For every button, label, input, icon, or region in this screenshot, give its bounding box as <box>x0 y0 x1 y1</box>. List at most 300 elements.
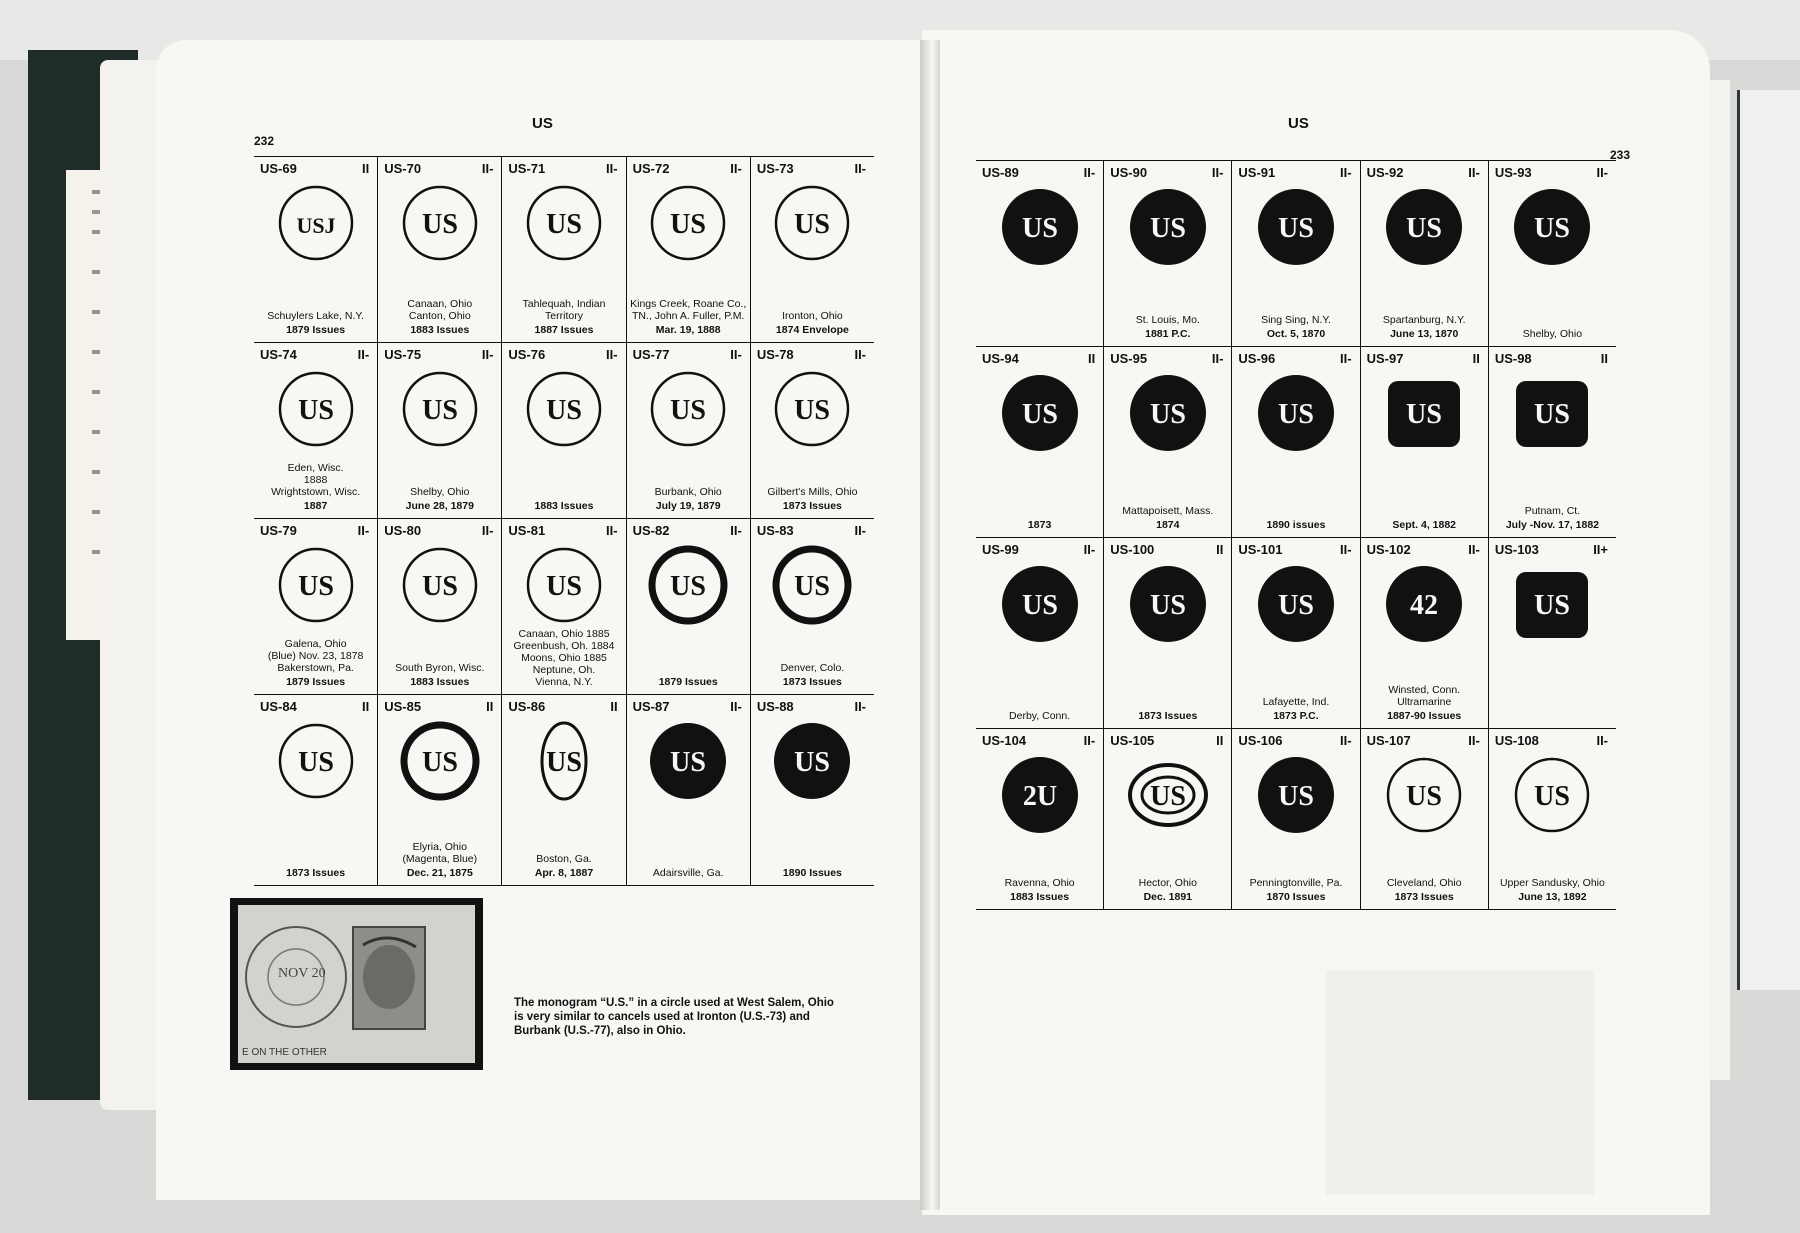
rarity-grade: II- <box>1083 733 1096 748</box>
svg-text:US: US <box>421 395 458 426</box>
svg-text:US: US <box>1534 399 1571 430</box>
caption-line: Adairsville, Ga. <box>652 867 724 879</box>
cancel-caption <box>254 638 377 688</box>
caption-line: Neptune, Oh. <box>532 664 596 676</box>
faint-shadow-box <box>1326 970 1594 1195</box>
cancel-entry <box>254 695 378 885</box>
cancel-date: 1879 Issues <box>286 324 346 336</box>
rarity-grade: II- <box>481 161 494 176</box>
svg-text:US: US <box>670 571 707 602</box>
us-monogram-cancel-icon <box>998 371 1082 460</box>
cancel-caption <box>254 865 377 879</box>
caption-line: Burbank, Ohio <box>654 486 722 498</box>
caption-line: Derby, Conn. <box>1009 710 1071 722</box>
cancel-entry <box>751 519 874 694</box>
cancel-entry <box>1104 538 1232 728</box>
cancel-row <box>254 157 874 343</box>
cancel-caption <box>1232 314 1359 340</box>
cancel-caption <box>378 841 501 879</box>
catalog-code: US-93 <box>1494 165 1532 180</box>
caption-line: Cleveland, Ohio <box>1386 877 1462 889</box>
svg-text:US: US <box>546 571 582 602</box>
rarity-grade: II- <box>606 523 618 538</box>
svg-text:US: US <box>297 395 334 426</box>
svg-text:US: US <box>1406 399 1443 430</box>
catalog-code: US-78 <box>756 347 794 362</box>
cancel-caption <box>254 310 377 336</box>
catalog-code: US-104 <box>982 733 1027 748</box>
us-monogram-cancel-icon <box>770 181 854 270</box>
svg-text:US: US <box>1149 590 1186 621</box>
caption-line: Bakerstown, Pa. <box>277 662 354 674</box>
us-monogram-cancel-icon <box>1510 562 1594 651</box>
svg-text:US: US <box>1534 213 1571 244</box>
us-monogram-cancel-icon <box>998 753 1082 842</box>
us-monogram-cancel-icon <box>274 543 358 632</box>
caption-line: Wrightstown, Wisc. <box>271 486 361 498</box>
rarity-grade: II- <box>1083 165 1096 180</box>
cancel-entry <box>502 343 626 518</box>
catalog-code: US-89 <box>982 165 1019 180</box>
cancel-date: 1874 <box>1156 519 1180 531</box>
cancel-caption <box>1361 684 1488 722</box>
cancel-caption <box>627 298 750 336</box>
catalog-code: US-90 <box>1110 165 1148 180</box>
us-monogram-cancel-icon <box>646 181 730 270</box>
caption-line: Vienna, N.Y. <box>535 676 593 688</box>
cancel-caption <box>1104 877 1231 903</box>
rarity-grade: II <box>1087 351 1096 366</box>
svg-text:US: US <box>297 571 334 602</box>
cancel-date: June 28, 1879 <box>405 500 474 512</box>
caption-line: Galena, Ohio <box>284 638 347 650</box>
rarity-grade: II- <box>730 161 742 176</box>
caption-line: Territory <box>545 310 583 322</box>
cancel-caption <box>378 298 501 336</box>
cancel-date: 1873 Issues <box>286 867 346 879</box>
us-monogram-cancel-icon <box>274 181 358 270</box>
cancel-caption <box>976 877 1103 903</box>
us-monogram-cancel-icon <box>1510 753 1594 842</box>
catalog-code: US-85 <box>384 699 422 714</box>
caption-line: Boston, Ga. <box>536 853 592 865</box>
svg-text:US: US <box>794 395 831 426</box>
running-head-left: US <box>532 115 553 132</box>
caption-line: Schuylers Lake, N.Y. <box>267 310 364 322</box>
cancel-caption <box>627 867 750 879</box>
cancel-date: 1874 Envelope <box>775 324 849 336</box>
cancel-caption <box>751 486 874 512</box>
cancel-caption <box>1104 505 1231 531</box>
cancel-entry <box>1361 538 1489 728</box>
cancel-caption <box>502 628 625 688</box>
cancel-date: Dec. 21, 1875 <box>406 867 473 879</box>
cancel-entry <box>1361 347 1489 537</box>
cancel-entry <box>1489 347 1616 537</box>
svg-text:US: US <box>670 395 707 426</box>
cancel-grid-left <box>254 156 874 886</box>
photo-caption: The monogram “U.S.” in a circle used at West Salem, Ohio is very similar to cancels used at Ironton (U.S.-73) and Burbank (U.S.-77), also in Ohio. <box>514 997 834 1037</box>
cancel-grid-right <box>976 160 1616 910</box>
us-monogram-cancel-icon <box>770 543 854 632</box>
cancel-date: 1873 Issues <box>782 676 842 688</box>
catalog-code: US-86 <box>508 699 546 714</box>
cancel-caption <box>976 710 1103 722</box>
svg-text:US: US <box>1021 399 1058 430</box>
us-monogram-cancel-icon <box>522 367 606 456</box>
caption-line: Eden, Wisc. <box>287 462 344 474</box>
us-monogram-cancel-icon <box>398 543 482 632</box>
catalog-code: US-106 <box>1238 733 1283 748</box>
catalog-code: US-91 <box>1238 165 1276 180</box>
catalog-code: US-81 <box>508 523 546 538</box>
cancel-entry <box>378 695 502 885</box>
svg-text:US: US <box>1021 213 1058 244</box>
cancel-date: July -Nov. 17, 1882 <box>1505 519 1599 531</box>
cancel-entry <box>502 157 626 342</box>
cancel-entry <box>751 343 874 518</box>
caption-line: Canton, Ohio <box>408 310 471 322</box>
rarity-grade: II <box>486 699 494 714</box>
cancel-date: 1873 Issues <box>782 500 842 512</box>
cancel-entry <box>627 157 751 342</box>
rarity-grade: II- <box>481 523 494 538</box>
cancel-caption <box>627 674 750 688</box>
caption-line: Canaan, Ohio 1885 <box>518 628 610 640</box>
svg-text:2U: 2U <box>1022 781 1057 812</box>
cancel-date: June 13, 1892 <box>1518 891 1587 903</box>
cancel-caption <box>751 310 874 336</box>
cancel-entry <box>976 347 1104 537</box>
caption-line: Ironton, Ohio <box>782 310 843 322</box>
cancel-caption <box>1104 314 1231 340</box>
cancel-caption <box>378 486 501 512</box>
us-monogram-cancel-icon <box>1126 562 1210 651</box>
cancel-date: 1873 P.C. <box>1273 710 1319 722</box>
cancel-caption <box>1232 696 1359 722</box>
rarity-grade: II- <box>1340 542 1352 557</box>
caption-line: South Byron, Wisc. <box>395 662 485 674</box>
cancel-date: Apr. 8, 1887 <box>534 867 594 879</box>
caption-line: Upper Sandusky, Ohio <box>1499 877 1605 889</box>
svg-text:US: US <box>794 747 831 778</box>
catalog-code: US-98 <box>1494 351 1532 366</box>
caption-line: Canaan, Ohio <box>407 298 473 310</box>
svg-text:US: US <box>1406 781 1443 812</box>
cancel-date: 1870 Issues <box>1266 891 1326 903</box>
rarity-grade: II- <box>357 523 370 538</box>
svg-text:US: US <box>546 747 582 778</box>
caption-line: Greenbush, Oh. 1884 <box>513 640 615 652</box>
us-monogram-cancel-icon <box>1510 371 1594 460</box>
catalog-code: US-72 <box>632 161 670 176</box>
us-monogram-cancel-icon <box>1254 185 1338 274</box>
catalog-code: US-95 <box>1110 351 1148 366</box>
rarity-grade: II- <box>854 347 867 362</box>
rarity-grade: II- <box>854 699 867 714</box>
svg-text:US: US <box>421 747 458 778</box>
svg-text:US: US <box>1278 399 1314 430</box>
caption-line: St. Louis, Mo. <box>1135 314 1200 326</box>
catalog-code: US-77 <box>632 347 670 362</box>
cancel-date: 1887-90 Issues <box>1387 710 1462 722</box>
caption-line: Spartanburg, N.Y. <box>1382 314 1466 326</box>
cancel-entry <box>1489 161 1616 346</box>
us-monogram-cancel-icon <box>770 367 854 456</box>
cancel-caption <box>1489 328 1616 340</box>
svg-text:42: 42 <box>1410 590 1439 621</box>
rarity-grade: II- <box>481 347 494 362</box>
caption-line: Sing Sing, N.Y. <box>1261 314 1331 326</box>
cancel-date: 1883 Issues <box>410 324 470 336</box>
cancel-date: June 13, 1870 <box>1390 328 1459 340</box>
cancel-caption <box>502 853 625 879</box>
rarity-grade: II- <box>1211 351 1224 366</box>
svg-text:US: US <box>1278 213 1314 244</box>
rarity-grade: II- <box>606 161 618 176</box>
rarity-grade: II <box>1600 351 1609 366</box>
rarity-grade: II+ <box>1593 542 1609 557</box>
cancel-caption <box>254 462 377 512</box>
catalog-code: US-107 <box>1366 733 1411 748</box>
svg-text:US: US <box>1534 590 1571 621</box>
catalog-code: US-103 <box>1494 542 1539 557</box>
cancel-row <box>976 729 1616 910</box>
cancel-caption <box>751 865 874 879</box>
caption-line: Mattapoisett, Mass. <box>1122 505 1214 517</box>
rarity-grade: II- <box>1468 733 1480 748</box>
rarity-grade: II- <box>730 699 742 714</box>
catalog-code: US-96 <box>1238 351 1276 366</box>
svg-text:US: US <box>421 209 458 240</box>
svg-text:US: US <box>670 209 707 240</box>
us-monogram-cancel-icon <box>646 543 730 632</box>
cancel-entry <box>254 519 378 694</box>
cancel-entry <box>502 695 626 885</box>
cancel-entry <box>1361 161 1489 346</box>
cancel-entry <box>1104 729 1232 909</box>
rarity-grade: II- <box>1083 542 1096 557</box>
svg-text:US: US <box>546 395 582 426</box>
caption-line: Shelby, Ohio <box>410 486 470 498</box>
svg-text:US: US <box>794 571 831 602</box>
cancel-entry <box>627 343 751 518</box>
us-monogram-cancel-icon <box>1126 371 1210 460</box>
rarity-grade: II- <box>730 347 742 362</box>
rarity-grade: II- <box>1468 542 1480 557</box>
cancel-entry <box>378 343 502 518</box>
catalog-code: US-80 <box>384 523 422 538</box>
svg-text:US: US <box>1406 213 1443 244</box>
cancel-caption <box>627 486 750 512</box>
caption-line: Elyria, Ohio <box>412 841 467 853</box>
cancel-date: Dec. 1891 <box>1143 891 1193 903</box>
svg-text:US: US <box>1021 590 1058 621</box>
cancel-caption <box>1489 877 1616 903</box>
cancel-entry <box>1232 538 1360 728</box>
caption-line: Denver, Colo. <box>780 662 845 674</box>
cancel-entry <box>254 343 378 518</box>
us-monogram-cancel-icon <box>1510 185 1594 274</box>
cancel-caption <box>1489 505 1616 531</box>
cancel-date: Sept. 4, 1882 <box>1392 519 1457 531</box>
cancel-row <box>976 161 1616 347</box>
catalog-code: US-102 <box>1366 542 1411 557</box>
us-monogram-cancel-icon <box>522 543 606 632</box>
cancel-date: 1879 Issues <box>286 676 346 688</box>
cancel-entry <box>1489 729 1616 909</box>
caption-line: Winsted, Conn. <box>1388 684 1461 696</box>
book-gutter <box>920 40 940 1210</box>
cancel-date: 1879 Issues <box>658 676 718 688</box>
cancel-entry <box>1361 729 1489 909</box>
rarity-grade: II- <box>606 347 618 362</box>
caption-line: (Magenta, Blue) <box>402 853 478 865</box>
rarity-grade: II- <box>1211 165 1224 180</box>
rarity-grade: II- <box>1340 351 1352 366</box>
cancel-date: 1883 Issues <box>410 676 470 688</box>
cancel-date: 1873 Issues <box>1394 891 1454 903</box>
cancel-entry <box>976 729 1104 909</box>
rarity-grade: II <box>1216 542 1224 557</box>
caption-line: TN., John A. Fuller, P.M. <box>631 310 745 322</box>
caption-line: 1888 <box>303 474 328 486</box>
us-monogram-cancel-icon <box>1254 371 1338 460</box>
cancel-entry <box>1232 729 1360 909</box>
cancel-entry <box>751 695 874 885</box>
us-monogram-cancel-icon <box>1382 562 1466 651</box>
cancel-caption <box>502 298 625 336</box>
cancel-row <box>976 538 1616 729</box>
cancel-caption <box>751 662 874 688</box>
rarity-grade: II <box>610 699 618 714</box>
svg-text:US: US <box>670 747 707 778</box>
catalog-code: US-92 <box>1366 165 1404 180</box>
cancel-entry <box>378 157 502 342</box>
caption-line: Kings Creek, Roane Co., <box>630 298 747 310</box>
cancel-caption <box>1361 314 1488 340</box>
caption-line: Gilbert's Mills, Ohio <box>767 486 858 498</box>
us-monogram-cancel-icon <box>522 181 606 270</box>
catalog-code: US-71 <box>508 161 546 176</box>
us-monogram-cancel-icon <box>398 719 482 808</box>
rarity-grade: II- <box>357 347 370 362</box>
rarity-grade: II- <box>1468 165 1480 180</box>
cancel-date: 1881 P.C. <box>1145 328 1191 340</box>
us-monogram-cancel-icon <box>1126 185 1210 274</box>
svg-text:US: US <box>1278 781 1314 812</box>
page-number-left: 232 <box>254 134 275 148</box>
postmark-text: NOV 20 <box>278 966 326 981</box>
cancel-caption <box>1104 708 1231 722</box>
caption-line: Ravenna, Ohio <box>1004 877 1075 889</box>
catalog-code: US-75 <box>384 347 422 362</box>
cancel-entry <box>1489 538 1616 728</box>
background-box-right <box>1737 90 1800 990</box>
cancel-entry <box>627 695 751 885</box>
cancel-date: 1890 Issues <box>782 867 842 879</box>
catalog-code: US-88 <box>756 699 794 714</box>
us-monogram-cancel-icon <box>1254 562 1338 651</box>
catalog-code: US-94 <box>982 351 1019 366</box>
catalog-code: US-73 <box>756 161 794 176</box>
cancel-date: 1883 Issues <box>534 500 594 512</box>
cancel-caption <box>502 498 625 512</box>
us-monogram-cancel-icon <box>998 185 1082 274</box>
page-number-right: 233 <box>1610 148 1631 162</box>
us-monogram-cancel-icon <box>1382 371 1466 460</box>
cancel-entry <box>502 519 626 694</box>
cancel-row <box>254 695 874 886</box>
caption-line: Ultramarine <box>1397 696 1452 708</box>
cancel-date: Oct. 5, 1870 <box>1266 328 1326 340</box>
rarity-grade: II- <box>1596 733 1609 748</box>
us-monogram-cancel-icon <box>398 181 482 270</box>
cancel-entry <box>976 538 1104 728</box>
svg-text:US: US <box>794 209 831 240</box>
caption-line: Penningtonville, Pa. <box>1249 877 1343 889</box>
cancel-entry <box>627 519 751 694</box>
catalog-code: US-79 <box>260 523 297 538</box>
cancel-row <box>976 347 1616 538</box>
cancel-caption <box>378 662 501 688</box>
us-monogram-cancel-icon <box>646 719 730 808</box>
catalog-code: US-105 <box>1110 733 1155 748</box>
cancel-entry <box>976 161 1104 346</box>
caption-line: Tahlequah, Indian <box>522 298 606 310</box>
rarity-grade: II <box>361 161 370 176</box>
svg-text:US: US <box>1534 781 1571 812</box>
caption-line: Hector, Ohio <box>1138 877 1197 889</box>
catalog-code: US-99 <box>982 542 1019 557</box>
running-head-right: US <box>1288 115 1309 132</box>
cancel-date: 1887 Issues <box>534 324 594 336</box>
rarity-grade: II- <box>1340 733 1352 748</box>
catalog-code: US-87 <box>632 699 670 714</box>
catalog-code: US-101 <box>1238 542 1283 557</box>
cancel-row <box>254 519 874 695</box>
us-monogram-cancel-icon <box>1382 753 1466 842</box>
svg-text:US: US <box>1149 781 1186 812</box>
us-monogram-cancel-icon <box>646 367 730 456</box>
cancel-entry <box>1232 347 1360 537</box>
catalog-code: US-84 <box>260 699 297 714</box>
catalog-code: US-82 <box>632 523 670 538</box>
catalog-code: US-100 <box>1110 542 1155 557</box>
caption-line: Moons, Ohio 1885 <box>521 652 607 664</box>
us-monogram-cancel-icon <box>398 367 482 456</box>
catalog-code: US-70 <box>384 161 422 176</box>
cancel-entry <box>1104 161 1232 346</box>
caption-line: Shelby, Ohio <box>1522 328 1583 340</box>
cancel-date: 1890 issues <box>1266 519 1326 531</box>
cancel-caption <box>1232 877 1359 903</box>
svg-text:US: US <box>297 747 334 778</box>
catalog-code: US-76 <box>508 347 546 362</box>
cancel-entry <box>751 157 874 342</box>
cancel-date: Mar. 19, 1888 <box>655 324 721 336</box>
us-monogram-cancel-icon <box>770 719 854 808</box>
rarity-grade: II <box>1216 733 1224 748</box>
caption-line: Putnam, Ct. <box>1524 505 1581 517</box>
us-monogram-cancel-icon <box>274 367 358 456</box>
postmark-photo <box>230 898 483 1070</box>
caption-line: Lafayette, Ind. <box>1262 696 1330 708</box>
catalog-code: US-97 <box>1366 351 1404 366</box>
svg-text:USJ: USJ <box>296 213 336 238</box>
cancel-entry <box>378 519 502 694</box>
us-monogram-cancel-icon <box>522 719 606 808</box>
